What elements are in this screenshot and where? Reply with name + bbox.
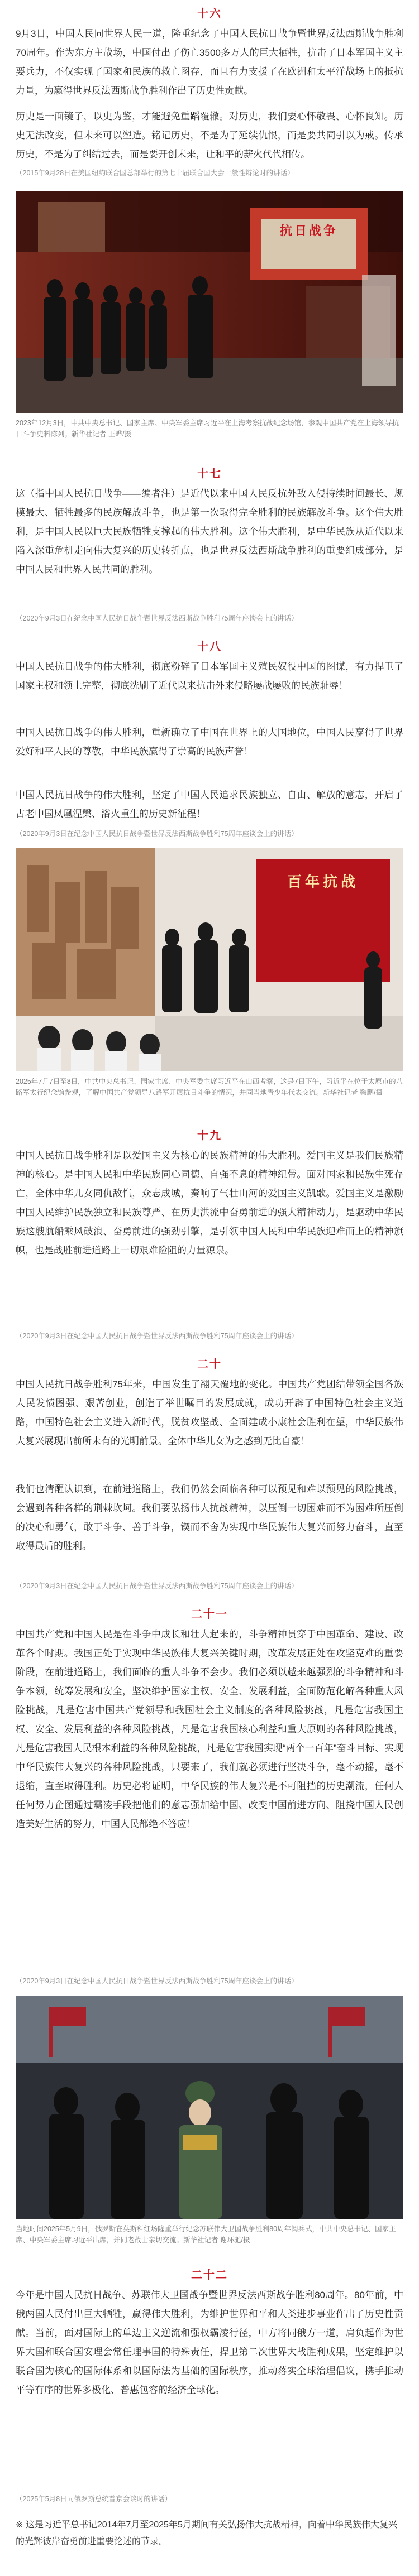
source-note: （2020年9月3日在纪念中国人民抗日战争暨世界反法西斯战争胜利75周年座谈会上的讲话） (16, 1977, 298, 1985)
photo-caption: 2023年12月3日，中共中央总书记、国家主席、中央军委主席习近平在上海考察抗战纪念场馆，参观中国共产党在上海领导抗日斗争史料陈列。新华社记者 王晔/摄 (16, 419, 399, 438)
section-number: 十九 (197, 1130, 222, 1142)
paragraph: 今年是中国人民抗日战争、苏联伟大卫国战争暨世界反法西斯战争胜利80周年。80年前，中俄两国人民付出巨大牺牲，赢得伟大胜利，为维护世界和平和人类进步事业作出了历史性贡献。当前，面对国际上的单边主义逆流和强权霸凌行径，中方将同俄方一道，肩负起作为世界大国和联合国安理会常任理事国的特殊责任，捍卫第二次世界大战胜利成果，坚定维护以联合国为核心的国际体系和以国际法为基础的国际秩序，推动落实全球治理倡议，携手推动平等有序的世界多极化、普惠包容的经济全球化。 (16, 2290, 403, 2395)
paragraph: 9月3日，中国人民同世界人民一道，隆重纪念了中国人民抗日战争暨世界反法西斯战争胜利70周年。作为东方主战场，中国付出了伤亡3500多万人的巨大牺牲，抗击了日本军国主义主要兵力，不仅实现了国家和民族的救亡图存，而且有力支援了在欧洲和太平洋战场上的抵抗力量，为赢得世界反法西斯战争胜利作出了历史性贡献。 (16, 28, 403, 96)
photo-illustration (16, 1996, 403, 2219)
paragraph: 中国共产党和中国人民是在斗争中成长和壮大起来的，斗争精神贯穿于中国革命、建设、改革各个时期。我国正处于实现中华民族伟大复兴关键时期，改革发展正处在攻坚克难的重要阶段，在前进道路上，我们面临的重大斗争不会少。我们必须以越来越强烈的斗争精神和斗争本领，统筹发展和安全，坚决维护国家主权、安全、发展利益，全面防范化解各种重大风险挑战，凡是危害中国共产党领导和我国社会主义制度的各种风险挑战，凡是危害我国主权、安全、发展利益的各种风险挑战，凡是危害我国核心利益和重大原则的各种风险挑战，凡是危害我国人民根本利益的各种风险挑战，凡是危害我国实现“两个一百年”奋斗目标、实现中华民族伟大复兴的各种风险挑战，只要来了，我们就必须进行坚决斗争，毫不动摇，毫不退缩，直至取得胜利。历史必将证明，中华民族的伟大复兴是不可阻挡的历史潮流，任何人任何势力企图通过霸凌手段把他们的意志强加给中国、改变中国前进方向、阻挠中国人民创造美好生活的努力，中国人民都绝不答应！ (16, 1629, 403, 1829)
photo-banner-text: 抗日战争 (279, 224, 338, 238)
section-number: 十八 (197, 641, 222, 653)
footnote: ※ 这是习近平总书记2014年7月至2025年5月期间有关弘扬伟大抗战精神，向着中华民族伟大复兴的光辉彼岸奋勇前进重要论述的节录。 (16, 2520, 397, 2546)
source-note: （2020年9月3日在纪念中国人民抗日战争暨世界反法西斯战争胜利75周年座谈会上的讲话） (16, 614, 298, 622)
paragraph: 中国人民抗日战争胜利75年来，中国发生了翻天覆地的变化。中国共产党团结带领全国各族人民发愤图强、艰苦创业，创造了举世瞩目的发展成就，成功开辟了中国特色社会主义道路，中国特色社会主义进入新时代，脱贫攻坚战、全面建成小康社会胜利在望，中华民族伟大复兴展现出前所未有的光明前景。全体中华儿女为之感到无比自豪！ (16, 1379, 403, 1446)
photo-red-square (16, 1996, 403, 2219)
source-note: （2020年9月3日在纪念中国人民抗日战争暨世界反法西斯战争胜利75周年座谈会上的讲话） (16, 1332, 298, 1340)
source-note: （2015年9月28日在美国纽约联合国总部举行的第七十届联合国大会一般性辩论时的讲话） (16, 169, 294, 177)
section-number: 二十一 (191, 1608, 228, 1621)
photo-museum-visit (16, 191, 403, 413)
photo-caption: 当地时间2025年5月9日，俄罗斯在莫斯科红场隆重举行纪念苏联伟大卫国战争胜利80周年阅兵式，中共中央总书记、国家主席、中央军委主席习近平出席，并同老战士亲切交流。新华社记者 谢环驰/摄 (16, 2225, 396, 2244)
paragraph: 中国人民抗日战争的伟大胜利，重新确立了中国在世界上的大国地位，中国人民赢得了世界爱好和平人民的尊敬，中华民族赢得了崇高的民族声誉！ (16, 727, 403, 757)
photo-banner-text: 百年抗战 (287, 874, 359, 891)
photo-memorial-hall (16, 848, 403, 1071)
section-number: 二十 (197, 1358, 222, 1371)
paragraph: 历史是一面镜子，以史为鉴，才能避免重蹈覆辙。对历史，我们要心怀敬畏、心怀良知。历史无法改变，但未来可以塑造。铭记历史，不是为了延续仇恨，而是要共同引以为戒。传承历史，不是为了纠结过去，而是要开创未来，让和平的薪火代代相传。 (16, 111, 403, 160)
section-number: 二十二 (191, 2269, 228, 2281)
paragraph: 中国人民抗日战争的伟大胜利，坚定了中国人民追求民族独立、自由、解放的意志，开启了古老中国凤凰涅槃、浴火重生的历史新征程！ (16, 790, 403, 819)
paragraph: 我们也清醒认识到，在前进道路上，我们仍然会面临各种可以预见和难以预见的风险挑战，会遇到各种各样的荆棘坎坷。我们要弘扬伟大抗战精神，以压倒一切困难而不为困难所压倒的决心和勇气，敢于斗争、善于斗争，锲而不舍为实现中华民族伟大复兴而努力奋斗，直至取得最后的胜利。 (16, 1484, 403, 1551)
paragraph: 中国人民抗日战争胜利是以爱国主义为核心的民族精神的伟大胜利。爱国主义是我们民族精神的核心。是中国人民和中华民族同心同德、自强不息的精神纽带。面对国家和民族生死存亡，全体中华儿女同仇敌忾，众志成城，奏响了气壮山河的爱国主义凯歌。爱国主义是激励中国人民维护民族独立和民族尊严、在历史洪流中奋勇前进的强大精神动力，是驱动中华民族这艘航船乘风破浪、奋勇前进的强劲引擎，是引领中国人民和中华民族迎难而上的精神旗帜，也是战胜前进道路上一切艰难险阻的力量源泉。 (16, 1150, 403, 1256)
paragraph: 中国人民抗日战争的伟大胜利，彻底粉碎了日本军国主义殖民奴役中国的图谋，有力捍卫了国家主权和领土完整，彻底洗刷了近代以来抗击外来侵略屡战屡败的民族耻辱！ (16, 661, 403, 691)
section-number: 十七 (197, 468, 222, 480)
source-note: （2020年9月3日在纪念中国人民抗日战争暨世界反法西斯战争胜利75周年座谈会上的讲话） (16, 830, 298, 838)
source-note: （2020年9月3日在纪念中国人民抗日战争暨世界反法西斯战争胜利75周年座谈会上的讲话） (16, 1582, 298, 1590)
source-note: （2025年5月8日同俄罗斯总统普京会谈时的讲话） (16, 2495, 172, 2503)
paragraph: 这（指中国人民抗日战争——编者注）是近代以来中国人民反抗外敌入侵持续时间最长、规模最大、牺牲最多的民族解放斗争，也是第一次取得完全胜利的民族解放斗争。这个伟大胜利，是中国人民以巨大民族牺牲支撑起的伟大胜利。这个伟大胜利，是中华民族从近代以来陷入深重危机走向伟大复兴的历史转折点，也是世界反法西斯战争胜利的重要组成部分，是中国人民和世界人民共同的胜利。 (16, 488, 403, 575)
photo-caption: 2025年7月7日至8日，中共中央总书记、国家主席、中央军委主席习近平在山西考察，这是7日下午，习近平在位于太原市的八路军太行纪念馆参观，了解中国共产党领导八路军开展抗日斗争的情况，并同当地青少年代表交流。新华社记者 鞠鹏/摄 (16, 1078, 403, 1097)
section-number: 十六 (197, 8, 222, 20)
